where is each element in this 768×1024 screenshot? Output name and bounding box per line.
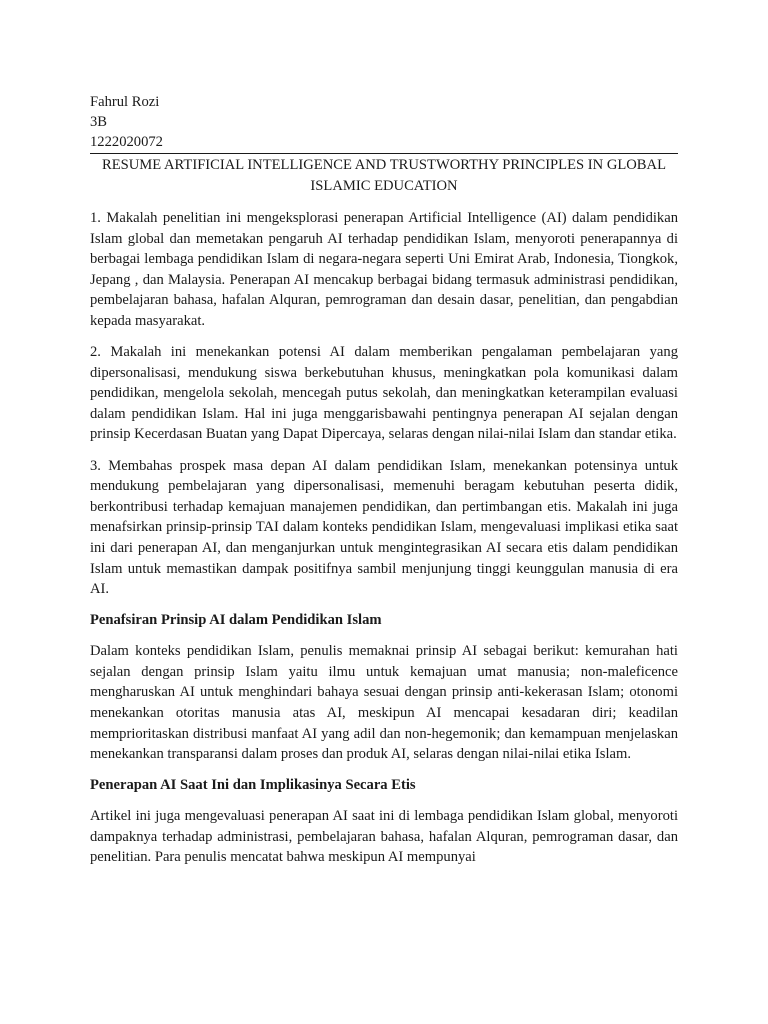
paragraph-1: 1. Makalah penelitian ini mengeksplorasi penerapan Artificial Intelligence (AI) dalam pendidikan Islam global dan memetakan pengaruh AI terhadap pendidikan Islam, menyoroti penerapannya di berbagai lembaga pendidikan Islam di negara-negara seperti Uni Emirat Arab, Indonesia, Tiongkok, Jepang , dan Malaysia. Penerapan AI mencakup berbagai bidang termasuk administrasi pendidikan, pembelajaran bahasa, hafalan Alquran, pemrograman dan desain dasar, penelitian, dan pengabdian kepada masyarakat. — [90, 210, 678, 329]
document-page — [90, 92, 678, 879]
author-name: Fahrul Rozi — [90, 94, 160, 110]
section-heading-interpretation: Penafsiran Prinsip AI dalam Pendidikan Islam — [90, 612, 382, 629]
title-divider — [90, 153, 678, 154]
section-heading-application: Penerapan AI Saat Ini dan Implikasinya Secara Etis — [90, 777, 416, 794]
document-title: RESUME ARTIFICIAL INTELLIGENCE AND TRUSTWORTHY PRINCIPLES IN GLOBAL ISLAMIC EDUCATION — [101, 157, 666, 194]
author-student-id: 1222020072 — [90, 134, 163, 150]
paragraph-2: 2. Makalah ini menekankan potensi AI dalam memberikan pengalaman pembelajaran yang dipersonalisasi, mendukung siswa berkebutuhan khusus, meningkatkan pola komunikasi dalam pendidikan, mengelola sekolah, mencegah putus sekolah, dan meningkatkan keterampilan evaluasi dalam pendidikan Islam. Hal ini juga menggarisbawahi pentingnya penerapan AI sejalan dengan prinsip Kecerdasan Buatan yang Dapat Dipercaya, selaras dengan nilai-nilai Islam dan standar etika. — [90, 344, 678, 443]
author-class: 3B — [90, 114, 108, 130]
section-paragraph-interpretation: Dalam konteks pendidikan Islam, penulis memaknai prinsip AI sebagai berikut: kemurahan hati sejalan dengan prinsip Islam yaitu ilmu untuk kemajuan umat manusia; non-maleficence mengharuskan AI untuk menghindari bahaya sesuai dengan prinsip anti-kekerasan Islam; otonomi menekankan otoritas manusia atas AI, meskipun AI mencapai kesadaran diri; keadilan memprioritaskan distribusi manfaat AI yang adil dan non-hegemonik; dan kemampuan menjelaskan menekankan transparansi dalam proses dan produk AI, selaras dengan nilai-nilai etika Islam. — [90, 643, 678, 763]
section-paragraph-application: Artikel ini juga mengevaluasi penerapan AI saat ini di lembaga pendidikan Islam global, menyoroti dampaknya terhadap administrasi, pembelajaran bahasa, hafalan Alquran, pemrograman dasar, dan penelitian. Para penulis mencatat bahwa meskipun AI mempunyai — [90, 808, 678, 866]
author-block — [90, 92, 678, 152]
paragraph-3: 3. Membahas prospek masa depan AI dalam pendidikan Islam, menekankan potensinya untuk mendukung pembelajaran yang dipersonalisasi, memenuhi beragam kebutuhan peserta didik, berkontribusi terhadap kemajuan manajemen pendidikan, dan pertimbangan etis. Makalah ini juga menafsirkan prinsip-prinsip TAI dalam konteks pendidikan Islam, mengevaluasi implikasi etika saat ini dari penerapan AI, dan menganjurkan untuk mengintegrasikan AI secara etis dalam pendidikan Islam untuk memastikan dampak positifnya sambil menjunjung tinggi keunggulan manusia di era AI. — [90, 457, 678, 598]
